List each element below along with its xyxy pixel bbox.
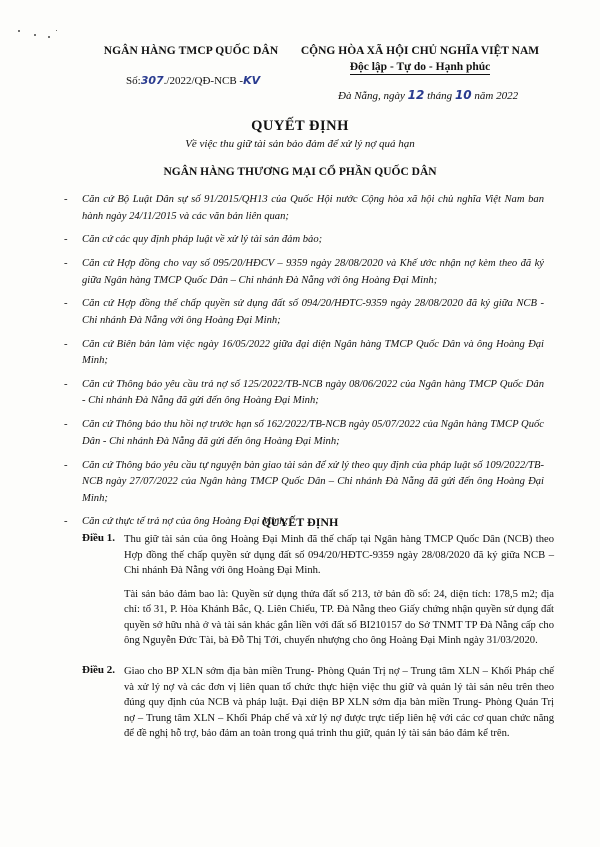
national-name: CỘNG HÒA XÃ HỘI CHỦ NGHĨA VIỆT NAM <box>300 45 540 57</box>
handwritten-month: 10 <box>454 88 472 102</box>
document-number: Số:307./2022/QĐ-NCB -KV <box>126 74 261 87</box>
handwritten-initials: KV <box>243 74 261 87</box>
document-subtitle: Về việc thu giữ tài sản bảo đảm để xử lý nợ quá hạn <box>185 138 415 150</box>
legal-basis-item: - Căn cứ Thông báo yêu cầu tự nguyện bàn giao tài sản để xử lý theo quy định của pháp luật số 109/2022/TB-NCB ngày 27/07/2022 của Ngân hàng TMCP Quốc Dân – Chi nhánh Đà Nẵng đã gửi đến ông Hoàng Đại Minh; <box>64 459 544 504</box>
legal-basis-item: - Căn cứ Thông báo thu hồi nợ trước hạn số 162/2022/TB-NCB ngày 05/07/2022 của Ngân hàng TMCP Quốc Dân - Chi nhánh Đà Nẵng đã gửi đến ông Hoàng Đại Minh; <box>64 419 544 447</box>
article-paragraph: Tài sản bảo đảm bao là: Quyền sử dụng thửa đất số 213, tờ bản đồ số: 24, diện tích: 178,5 m2; địa chỉ: tổ 31, P. Hòa Khánh Bắc, Q. Liên Chiểu, TP. Đà Nẵng theo Giấy chứng nhận quyền sử dụng đất quyền sở hữu nhà ở và tài sản khác gắn liền với đất số BI210157 do Sở TNMT TP Đà Nẵng cấp cho ông Nguyễn Đức Tài, bà Đỗ Thị Tới, chuyển nhượng cho ông Hoàng Đại Minh ngày 31/03/2020. <box>124 588 554 646</box>
legal-basis-item: - Căn cứ Hợp đồng thế chấp quyền sử dụng đất số 094/20/HĐTC-9359 ngày 28/08/2020 đã ký giữa NCB - Chi nhánh Đà Nẵng với ông Hoàng Đại Minh; <box>64 298 544 326</box>
bank-name: NGÂN HÀNG TMCP QUỐC DÂN <box>103 45 279 57</box>
scan-speck <box>56 30 57 31</box>
article-label: Điều 2. <box>82 664 115 676</box>
article-paragraph: Thu giữ tài sản của ông Hoàng Đại Minh đã thế chấp tại Ngân hàng TMCP Quốc Dân (NCB) theo Hợp đồng thế chấp quyền sử dụng đất số 094/20/HĐTC-9359 ngày 28/08/2020 đã ký giữa NCB – Chi nhánh Đà Nẵng với ông Hoàng Đại Minh. <box>124 534 554 576</box>
legal-basis-item: - Căn cứ Bộ Luật Dân sự số 91/2015/QH13 của Quốc Hội nước Cộng hòa xã hội chủ nghĩa Việt Nam ban hành ngày 24/11/2015 và các văn bản liên quan; <box>64 194 544 222</box>
legal-basis-list <box>64 192 544 538</box>
article-1 <box>82 532 554 657</box>
issue-date: Đà Nẵng, ngày 12 tháng 10 năm 2022 <box>338 88 519 102</box>
article-paragraph: Giao cho BP XLN sớm địa bàn miền Trung- Phòng Quản Trị nợ – Trung tâm XLN – Khối Pháp chế và xử lý nợ và các đơn vị liên quan tổ chức thực hiện việc thu giữ và quản lý tài sản nêu trên theo đúng quy định của NCB và pháp luật. Đại diện BP XLN sớm địa bàn miền Trung- Phòng Quản Trị nợ – Trung tâm XLN – Khối Pháp chế và xử lý nợ được trực tiếp liên hệ với các cơ quan chức năng để đề nghị hỗ trợ, bảo đảm an toàn trong quá trình thu giữ, quản lý tài sản bảo đảm kể trên. <box>124 666 554 739</box>
handwritten-day: 12 <box>407 88 425 102</box>
decision-heading: QUYẾT ĐỊNH <box>261 515 339 529</box>
handwritten-doc-number: 307 <box>140 74 164 87</box>
national-motto: Độc lập - Tự do - Hạnh phúc <box>349 61 491 73</box>
article-label: Điều 1. <box>82 532 115 544</box>
legal-basis-item: - Căn cứ Hợp đồng cho vay số 095/20/HĐCV – 9359 ngày 28/08/2020 và Khế ước nhận nợ kèm theo đã ký giữa Ngân hàng TMCP Quốc Dân – Chi nhánh Đà Nẵng với ông Hoàng Đại Minh; <box>64 258 544 286</box>
article-2 <box>82 664 554 750</box>
national-header <box>290 45 550 75</box>
legal-basis-item: - Căn cứ các quy định pháp luật về xử lý tài sản đảm bảo; <box>64 234 323 246</box>
scan-speck <box>48 36 50 38</box>
issuer-header <box>96 45 286 57</box>
legal-basis-item: - Căn cứ Thông báo yêu cầu trả nợ số 125/2022/TB-NCB ngày 08/06/2022 của Ngân hàng TMCP Quốc Dân - Chi nhánh Đà Nẵng đã gửi đến ông Hoàng Đại Minh; <box>64 378 544 407</box>
scan-speck <box>18 30 20 32</box>
scan-speck <box>34 34 36 36</box>
document-title: QUYẾT ĐỊNH <box>251 118 349 134</box>
legal-basis-item: - Căn cứ Biên bản làm việc ngày 16/05/2022 giữa đại diện Ngân hàng TMCP Quốc Dân và ông Hoàng Đại Minh; <box>64 338 544 367</box>
legal-basis-item: - Căn cứ thực tế trả nợ của ông Hoàng Đại Minh; <box>64 516 289 528</box>
issuer-name: NGÂN HÀNG THƯƠNG MẠI CỔ PHẦN QUỐC DÂN <box>163 166 437 178</box>
